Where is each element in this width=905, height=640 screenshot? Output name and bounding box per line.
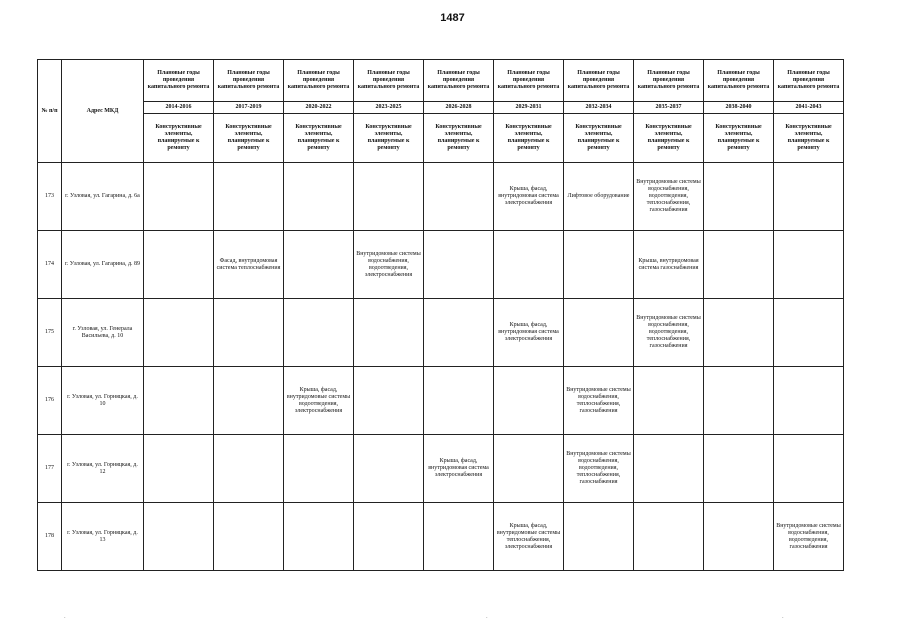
repair-elements-cell: Внутридомовые системы водоснабжения, водоотведения, теплоснабжения, газоснабжения bbox=[564, 435, 634, 503]
repair-elements-cell bbox=[214, 503, 284, 571]
planned-years-header: Плановые годы проведения капитального ремонта bbox=[144, 60, 214, 102]
row-index: 176 bbox=[38, 367, 62, 435]
period-header: 2041-2043 bbox=[774, 102, 844, 114]
repair-elements-cell bbox=[354, 503, 424, 571]
repair-elements-cell: Внутридомовые системы водоснабжения, водоотведения, теплоснабжения, газоснабжения bbox=[634, 299, 704, 367]
repair-elements-cell bbox=[144, 163, 214, 231]
repair-elements-cell bbox=[284, 231, 354, 299]
planned-years-header: Плановые годы проведения капитального ремонта bbox=[424, 60, 494, 102]
repair-elements-cell bbox=[494, 435, 564, 503]
row-address: г. Узловая, ул. Гагарина, д. 6а bbox=[62, 163, 144, 231]
repair-elements-cell bbox=[774, 367, 844, 435]
period-header: 2038-2040 bbox=[704, 102, 774, 114]
repair-elements-cell bbox=[704, 367, 774, 435]
repair-elements-cell bbox=[774, 163, 844, 231]
repair-elements-cell: Внутридомовые системы водоснабжения, теплоснабжения, газоснабжения bbox=[564, 367, 634, 435]
repair-elements-cell bbox=[214, 367, 284, 435]
planned-years-header: Плановые годы проведения капитального ремонта bbox=[284, 60, 354, 102]
page-number: 1487 bbox=[440, 12, 465, 24]
elements-header: Конструктивные элементы, планируемые к ремонту bbox=[774, 114, 844, 163]
row-address: г. Узловая, ул. Генерала Васильева, д. 10 bbox=[62, 299, 144, 367]
planned-years-header: Плановые годы проведения капитального ремонта bbox=[774, 60, 844, 102]
repair-elements-cell bbox=[424, 231, 494, 299]
period-header: 2026-2028 bbox=[424, 102, 494, 114]
repair-elements-cell bbox=[284, 435, 354, 503]
table-row bbox=[38, 435, 844, 503]
repair-elements-cell: Крыша, фасад, внутридомовые системы водоотведения, электроснабжения bbox=[284, 367, 354, 435]
repair-elements-cell bbox=[634, 367, 704, 435]
row-address: г. Узловая, ул. Горняцкая, д. 12 bbox=[62, 435, 144, 503]
period-header: 2035-2037 bbox=[634, 102, 704, 114]
planned-years-header: Плановые годы проведения капитального ремонта bbox=[494, 60, 564, 102]
header-row-planned bbox=[38, 60, 844, 102]
row-index: 178 bbox=[38, 503, 62, 571]
repair-elements-cell bbox=[494, 367, 564, 435]
repair-elements-cell bbox=[704, 299, 774, 367]
repair-elements-cell bbox=[564, 231, 634, 299]
repair-elements-cell bbox=[774, 299, 844, 367]
repair-elements-cell bbox=[144, 299, 214, 367]
table-row bbox=[38, 299, 844, 367]
scan-mark: . bbox=[782, 614, 784, 620]
repair-elements-cell bbox=[704, 503, 774, 571]
repair-elements-cell bbox=[354, 163, 424, 231]
index-column-header: № п/п bbox=[38, 60, 62, 163]
repair-elements-cell bbox=[214, 163, 284, 231]
repair-elements-cell: Крыша, фасад, внутридомовая система электроснабжения bbox=[494, 299, 564, 367]
elements-header: Конструктивные элементы, планируемые к ремонту bbox=[494, 114, 564, 163]
repair-elements-cell: Крыша, фасад, внутридомовые системы теплоснабжения, электроснабжения bbox=[494, 503, 564, 571]
repair-elements-cell bbox=[424, 367, 494, 435]
repair-elements-cell: Фасад, внутридомовая система теплоснабжения bbox=[214, 231, 284, 299]
repair-elements-cell bbox=[214, 435, 284, 503]
repair-elements-cell: Лифтовое оборудование bbox=[564, 163, 634, 231]
table-row bbox=[38, 503, 844, 571]
period-header: 2017-2019 bbox=[214, 102, 284, 114]
period-header: 2032-2034 bbox=[564, 102, 634, 114]
repair-elements-cell bbox=[354, 435, 424, 503]
repair-elements-cell bbox=[634, 435, 704, 503]
planned-years-header: Плановые годы проведения капитального ремонта bbox=[214, 60, 284, 102]
repair-elements-cell bbox=[424, 163, 494, 231]
elements-header: Конструктивные элементы, планируемые к ремонту bbox=[354, 114, 424, 163]
planned-years-header: Плановые годы проведения капитального ремонта bbox=[634, 60, 704, 102]
repair-elements-cell bbox=[424, 299, 494, 367]
address-column-header: Адрес МКД bbox=[62, 60, 144, 163]
repair-elements-cell bbox=[774, 231, 844, 299]
period-header: 2020-2022 bbox=[284, 102, 354, 114]
row-index: 175 bbox=[38, 299, 62, 367]
row-address: г. Узловая, ул. Горняцкая, д. 13 bbox=[62, 503, 144, 571]
row-address: г. Узловая, ул. Гагарина, д. 89 bbox=[62, 231, 144, 299]
repair-elements-cell bbox=[704, 435, 774, 503]
elements-header: Конструктивные элементы, планируемые к ремонту bbox=[424, 114, 494, 163]
repair-elements-cell bbox=[774, 435, 844, 503]
period-header: 2029-2031 bbox=[494, 102, 564, 114]
row-address: г. Узловая, ул. Горняцкая, д. 10 bbox=[62, 367, 144, 435]
repair-elements-cell bbox=[144, 367, 214, 435]
elements-header: Конструктивные элементы, планируемые к ремонту bbox=[634, 114, 704, 163]
header-row-elements bbox=[38, 114, 844, 163]
table-row bbox=[38, 231, 844, 299]
repair-elements-cell: Крыша, фасад, внутридомовая система электроснабжения bbox=[424, 435, 494, 503]
repair-elements-cell bbox=[634, 503, 704, 571]
elements-header: Конструктивные элементы, планируемые к ремонту bbox=[704, 114, 774, 163]
repair-elements-cell: Внутридомовые системы водоснабжения, водоотведения, газоснабжения bbox=[774, 503, 844, 571]
repair-elements-cell bbox=[354, 367, 424, 435]
repair-elements-cell: Внутридомовые системы водоснабжения, водоотведения, теплоснабжения, газоснабжения bbox=[634, 163, 704, 231]
row-index: 177 bbox=[38, 435, 62, 503]
repair-elements-cell bbox=[564, 299, 634, 367]
elements-header: Конструктивные элементы, планируемые к ремонту bbox=[214, 114, 284, 163]
repair-elements-cell bbox=[144, 503, 214, 571]
planned-years-header: Плановые годы проведения капитального ремонта bbox=[564, 60, 634, 102]
repair-elements-cell bbox=[144, 231, 214, 299]
repair-elements-cell bbox=[494, 231, 564, 299]
scan-mark: . bbox=[64, 614, 66, 620]
elements-header: Конструктивные элементы, планируемые к ремонту bbox=[564, 114, 634, 163]
repair-elements-cell bbox=[564, 503, 634, 571]
repair-elements-cell bbox=[284, 163, 354, 231]
period-header: 2014-2016 bbox=[144, 102, 214, 114]
repair-elements-cell bbox=[354, 299, 424, 367]
table-row bbox=[38, 163, 844, 231]
table-body bbox=[38, 163, 844, 571]
repair-elements-cell bbox=[144, 435, 214, 503]
period-header: 2023-2025 bbox=[354, 102, 424, 114]
repair-elements-cell bbox=[284, 299, 354, 367]
elements-header: Конструктивные элементы, планируемые к ремонту bbox=[144, 114, 214, 163]
elements-header: Конструктивные элементы, планируемые к ремонту bbox=[284, 114, 354, 163]
repair-elements-cell: Крыша, внутридомовая система газоснабжения bbox=[634, 231, 704, 299]
repair-elements-cell bbox=[214, 299, 284, 367]
repair-elements-cell bbox=[424, 503, 494, 571]
planned-years-header: Плановые годы проведения капитального ремонта bbox=[354, 60, 424, 102]
repair-elements-cell: Внутридомовые системы водоснабжения, водоотведения, электроснабжения bbox=[354, 231, 424, 299]
repair-elements-cell bbox=[704, 163, 774, 231]
scan-mark: . bbox=[486, 614, 488, 620]
repair-elements-cell: Крыша, фасад, внутридомовая система электроснабжения bbox=[494, 163, 564, 231]
planned-years-header: Плановые годы проведения капитального ремонта bbox=[704, 60, 774, 102]
repair-elements-cell bbox=[704, 231, 774, 299]
header-row-periods bbox=[38, 102, 844, 114]
repair-schedule-table bbox=[37, 59, 844, 571]
row-index: 173 bbox=[38, 163, 62, 231]
repair-elements-cell bbox=[284, 503, 354, 571]
table-row bbox=[38, 367, 844, 435]
row-index: 174 bbox=[38, 231, 62, 299]
